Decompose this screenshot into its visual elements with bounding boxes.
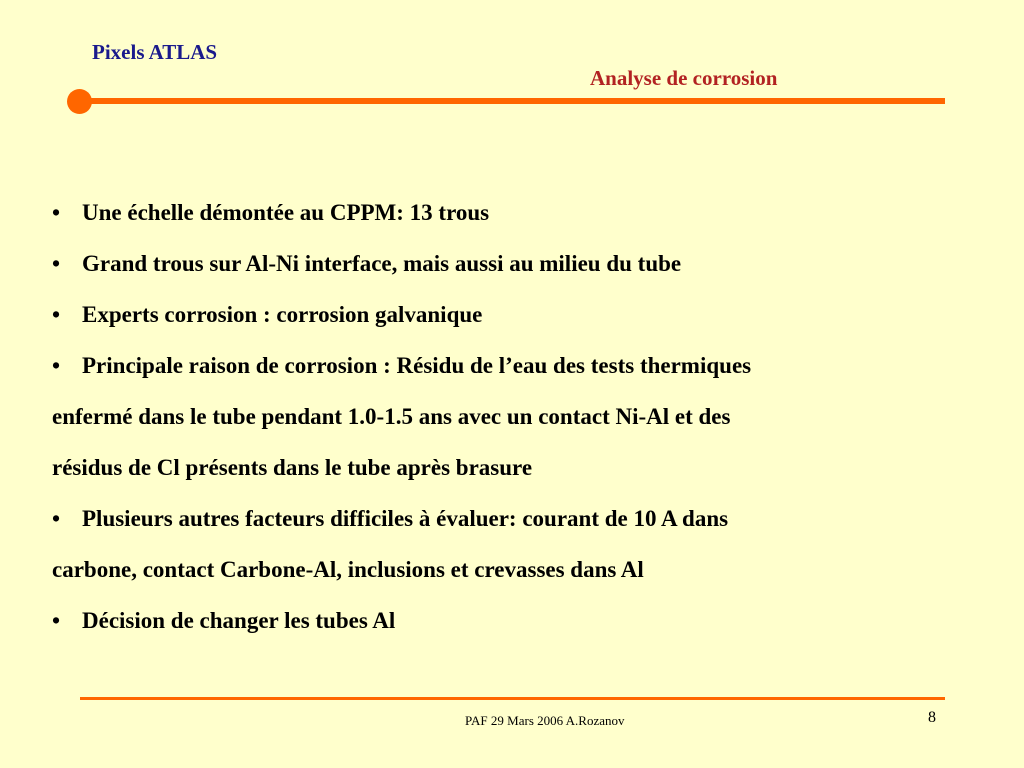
bullet-dot: • — [52, 506, 61, 531]
project-title: Pixels ATLAS — [92, 40, 218, 64]
bullet-continuation: enfermé dans le tube pendant 1.0-1.5 ans avec un contact Ni-Al et des — [52, 404, 731, 429]
page-number: 8 — [928, 709, 936, 726]
bullet-dot: • — [52, 251, 61, 276]
bullet-list — [52, 187, 932, 646]
bullet-text: Principale raison de corrosion : Résidu de l’eau des tests thermiques — [82, 353, 752, 378]
bullet-dot: • — [52, 353, 61, 378]
bullet-text: Décision de changer les tubes Al — [82, 608, 396, 633]
footer-text: PAF 29 Mars 2006 A.Rozanov — [465, 713, 625, 728]
bullet-text: Grand trous sur Al-Ni interface, mais aussi au milieu du tube — [82, 251, 682, 276]
bullet-continuation: carbone, contact Carbone-Al, inclusions et crevasses dans Al — [52, 557, 644, 582]
bullet-text: Plusieurs autres facteurs difficiles à évaluer: courant de 10 A dans — [82, 506, 729, 531]
bullet-item — [52, 289, 932, 340]
bullet-item — [52, 493, 932, 544]
bullet-item — [52, 340, 932, 391]
bullet-text: Une échelle démontée au CPPM: 13 trous — [82, 200, 490, 225]
bullet-text: Experts corrosion : corrosion galvanique — [82, 302, 483, 327]
bullet-item — [52, 238, 932, 289]
bullet-dot: • — [52, 200, 61, 225]
slide-title: Analyse de corrosion — [590, 66, 778, 90]
bullet-item — [52, 595, 932, 646]
header-rule — [80, 98, 945, 104]
bullet-item — [52, 187, 932, 238]
bullet-dot: • — [52, 302, 61, 327]
bullet-continuation: résidus de Cl présents dans le tube après brasure — [52, 455, 533, 480]
footer-rule — [80, 697, 945, 700]
bullet-dot: • — [52, 608, 61, 633]
